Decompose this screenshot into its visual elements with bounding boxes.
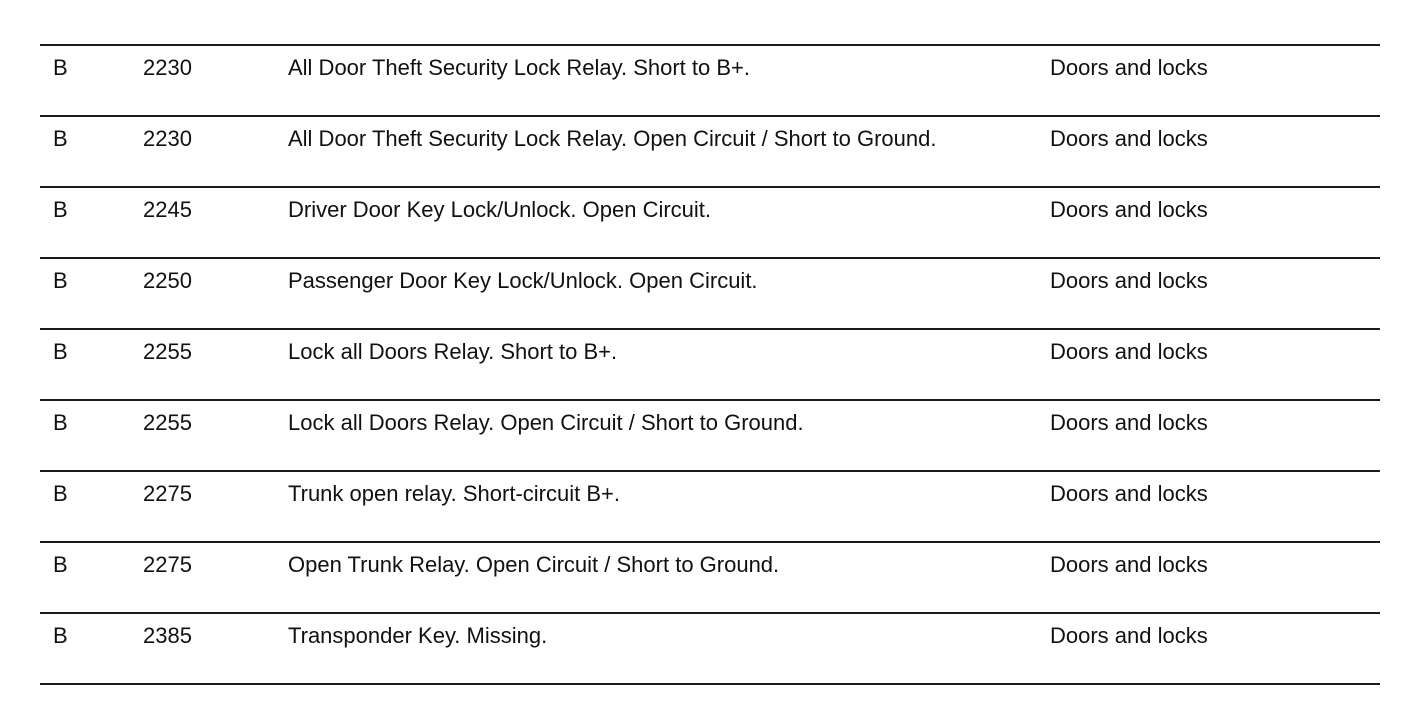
code-description: All Door Theft Security Lock Relay. Short to B+. <box>288 55 750 80</box>
table-row <box>40 330 1380 401</box>
system-letter: B <box>53 552 68 577</box>
code-category: Doors and locks <box>1050 410 1208 435</box>
code-category: Doors and locks <box>1050 623 1208 648</box>
code-description: Driver Door Key Lock/Unlock. Open Circuit. <box>288 197 712 222</box>
system-letter: B <box>53 197 68 222</box>
system-letter: B <box>53 268 68 293</box>
code-category: Doors and locks <box>1050 481 1208 506</box>
code-category: Doors and locks <box>1050 339 1208 364</box>
code-number: 2230 <box>143 126 192 151</box>
code-description: All Door Theft Security Lock Relay. Open Circuit / Short to Ground. <box>288 126 937 151</box>
table-row <box>40 117 1380 188</box>
table-row <box>40 472 1380 543</box>
system-letter: B <box>53 410 68 435</box>
code-description: Passenger Door Key Lock/Unlock. Open Circuit. <box>288 268 758 293</box>
code-number: 2275 <box>143 481 192 506</box>
code-description: Transponder Key. Missing. <box>288 623 548 648</box>
table-row <box>40 614 1380 685</box>
fault-code-table <box>40 44 1380 685</box>
system-letter: B <box>53 126 68 151</box>
code-category: Doors and locks <box>1050 268 1208 293</box>
system-letter: B <box>53 481 68 506</box>
code-category: Doors and locks <box>1050 552 1208 577</box>
table-row <box>40 401 1380 472</box>
system-letter: B <box>53 623 68 648</box>
code-number: 2255 <box>143 410 192 435</box>
code-number: 2230 <box>143 55 192 80</box>
table-row <box>40 259 1380 330</box>
table-row <box>40 543 1380 614</box>
code-description: Lock all Doors Relay. Open Circuit / Short to Ground. <box>288 410 804 435</box>
code-description: Open Trunk Relay. Open Circuit / Short to Ground. <box>288 552 780 577</box>
code-number: 2245 <box>143 197 192 222</box>
code-category: Doors and locks <box>1050 197 1208 222</box>
code-number: 2275 <box>143 552 192 577</box>
code-number: 2250 <box>143 268 192 293</box>
code-number: 2385 <box>143 623 192 648</box>
system-letter: B <box>53 55 68 80</box>
table-row <box>40 188 1380 259</box>
code-category: Doors and locks <box>1050 55 1208 80</box>
code-category: Doors and locks <box>1050 126 1208 151</box>
table-row <box>40 46 1380 117</box>
code-number: 2255 <box>143 339 192 364</box>
system-letter: B <box>53 339 68 364</box>
code-description: Lock all Doors Relay. Short to B+. <box>288 339 618 364</box>
code-description: Trunk open relay. Short-circuit B+. <box>288 481 620 506</box>
